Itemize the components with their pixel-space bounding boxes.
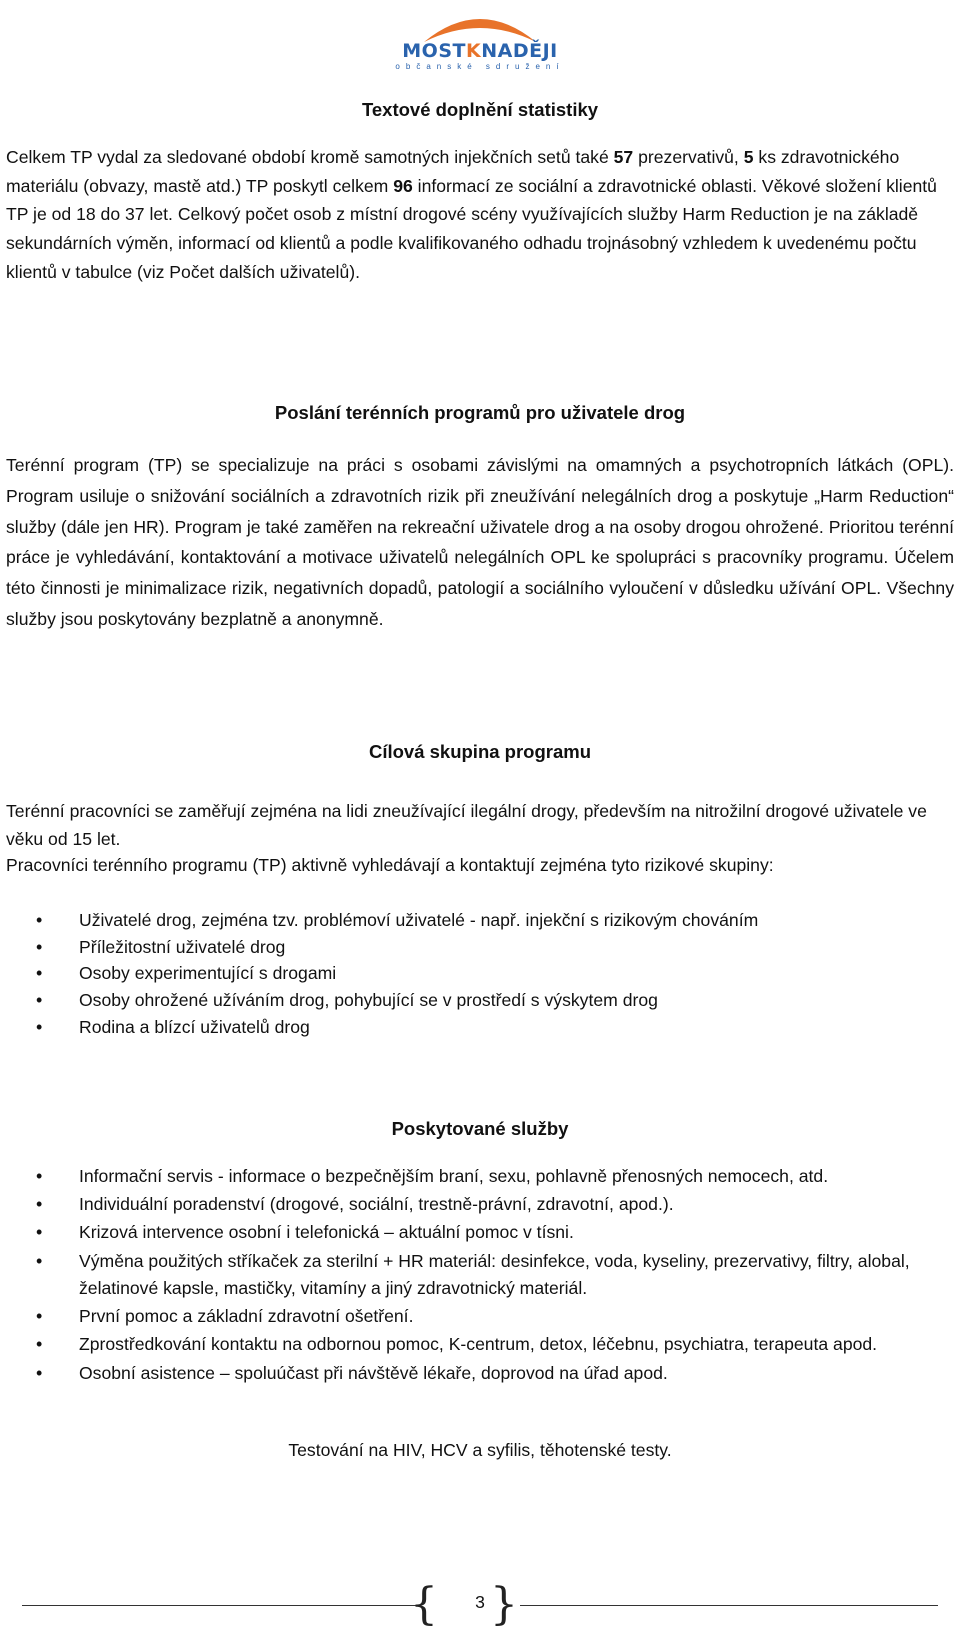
information-count: 96 bbox=[393, 175, 413, 196]
heading-services: Poskytované služby bbox=[391, 1118, 569, 1139]
list-item: • Zprostředkování kontaktu na odbornou pomoc, K-centrum, detox, léčebnu, psychiatra, terapeuta apod. bbox=[0, 1331, 954, 1358]
logo-arc-icon bbox=[372, 4, 588, 44]
heading-mission: Poslání terénních programů pro uživatele drog bbox=[274, 402, 686, 423]
logo-wordmark: MOSTKNADĚJI bbox=[402, 40, 558, 62]
list-item: • Osoby experimentující s drogami bbox=[0, 960, 954, 987]
page-number: 3 bbox=[475, 1592, 485, 1612]
list-item: • Uživatelé drog, zejména tzv. problémoví uživatelé - např. injekční s rizikovým chováním bbox=[0, 907, 954, 934]
list-item: • Rodina a blízcí uživatelů drog bbox=[0, 1014, 954, 1041]
left-brace-icon: { bbox=[410, 1579, 438, 1630]
condoms-count: 57 bbox=[613, 147, 634, 167]
list-item: • Výměna použitých stříkaček za sterilní + HR materiál: desinfekce, voda, kyseliny, prezervativy, filtry, alobal, želatinové kapsle, mastičky, vitamíny a jiný zdravotnický materiál. bbox=[0, 1248, 954, 1303]
risk-groups-intro: Pracovníci terénního programu (TP) aktivně vyhledávají a kontaktují zejména tyto rizikové skupiny: bbox=[6, 855, 774, 875]
list-item: • Krizová intervence osobní i telefonická – aktuální pomoc v tísni. bbox=[0, 1219, 954, 1246]
organization-logo bbox=[372, 4, 588, 76]
services-list bbox=[0, 1163, 954, 1388]
right-brace-icon: } bbox=[490, 1579, 518, 1630]
list-item: • Informační servis - informace o bezpečnějším braní, sexu, pohlavně přenosných nemocech, atd. bbox=[0, 1163, 954, 1190]
heading-target-group: Cílová skupina programu bbox=[368, 741, 592, 762]
materials-count: 5 bbox=[743, 147, 754, 167]
risk-groups-list bbox=[0, 907, 954, 1041]
list-item: • První pomoc a základní zdravotní ošetření. bbox=[0, 1303, 954, 1330]
mission-paragraph: Terénní program (TP) se specializuje na práci s osobami závislými na omamných a psychotropních látkách (OPL). Program usiluje o snižování sociálních a zdravotních rizik při zneužívání nelegálních drog a poskytuje „Harm Reduction“ služby (dále jen HR). Program je také zaměřen na rekreační uživatele drog a na osoby drogou ohrožené. Prioritou terénní práce je vyhledávání, kontaktování a motivace uživatelů nelegálních OPL ke spolupráci s pracovníky programu. Účelem této činnosti je minimalizace rizik, negativních dopadů, patologií a sociálního vyloučení v důsledku užívání OPL. Všechny služby jsou poskytovány bezplatně a anonymně. bbox=[6, 455, 954, 629]
target-group-paragraph: Terénní pracovníci se zaměřují zejména na lidi zneužívající ilegální drogy, především na nitrožilní drogové uživatele ve věku od 15 let. bbox=[6, 801, 927, 849]
list-item: • Příležitostní uživatelé drog bbox=[0, 934, 954, 961]
testing-line: Testování na HIV, HCV a syfilis, těhotenské testy. bbox=[288, 1440, 672, 1460]
list-item: • Osobní asistence – spoluúčast při návštěvě lékaře, doprovod na úřad apod. bbox=[0, 1360, 954, 1387]
list-item: • Individuální poradenství (drogové, sociální, trestně-právní, zdravotní, apod.). bbox=[0, 1191, 954, 1218]
list-item: • Osoby ohrožené užíváním drog, pohybující se v prostředí s výskytem drog bbox=[0, 987, 954, 1014]
statistics-paragraph: Celkem TP vydal za sledované období kromě samotných injekčních setů také 57 prezervativů, 5 ks zdravotnického materiálu (obvazy, mastě atd.) TP poskytl celkem 96 informací ze sociální a zdravotnické oblasti. Věkové složení klientů TP je od 18 do 37 let. Celkový počet osob z místní drogové scény využívajících služby Harm Reduction je na základě sekundárních výměn, informací od klientů a podle kvalifikovaného odhadu trojnásobný vzhledem k uvedenému počtu klientů v tabulce (viz Počet dalších uživatelů). bbox=[6, 147, 937, 282]
heading-statistics-text: Textové doplnění statistiky bbox=[361, 99, 599, 120]
logo-subtitle: občanské sdružení bbox=[395, 62, 565, 71]
